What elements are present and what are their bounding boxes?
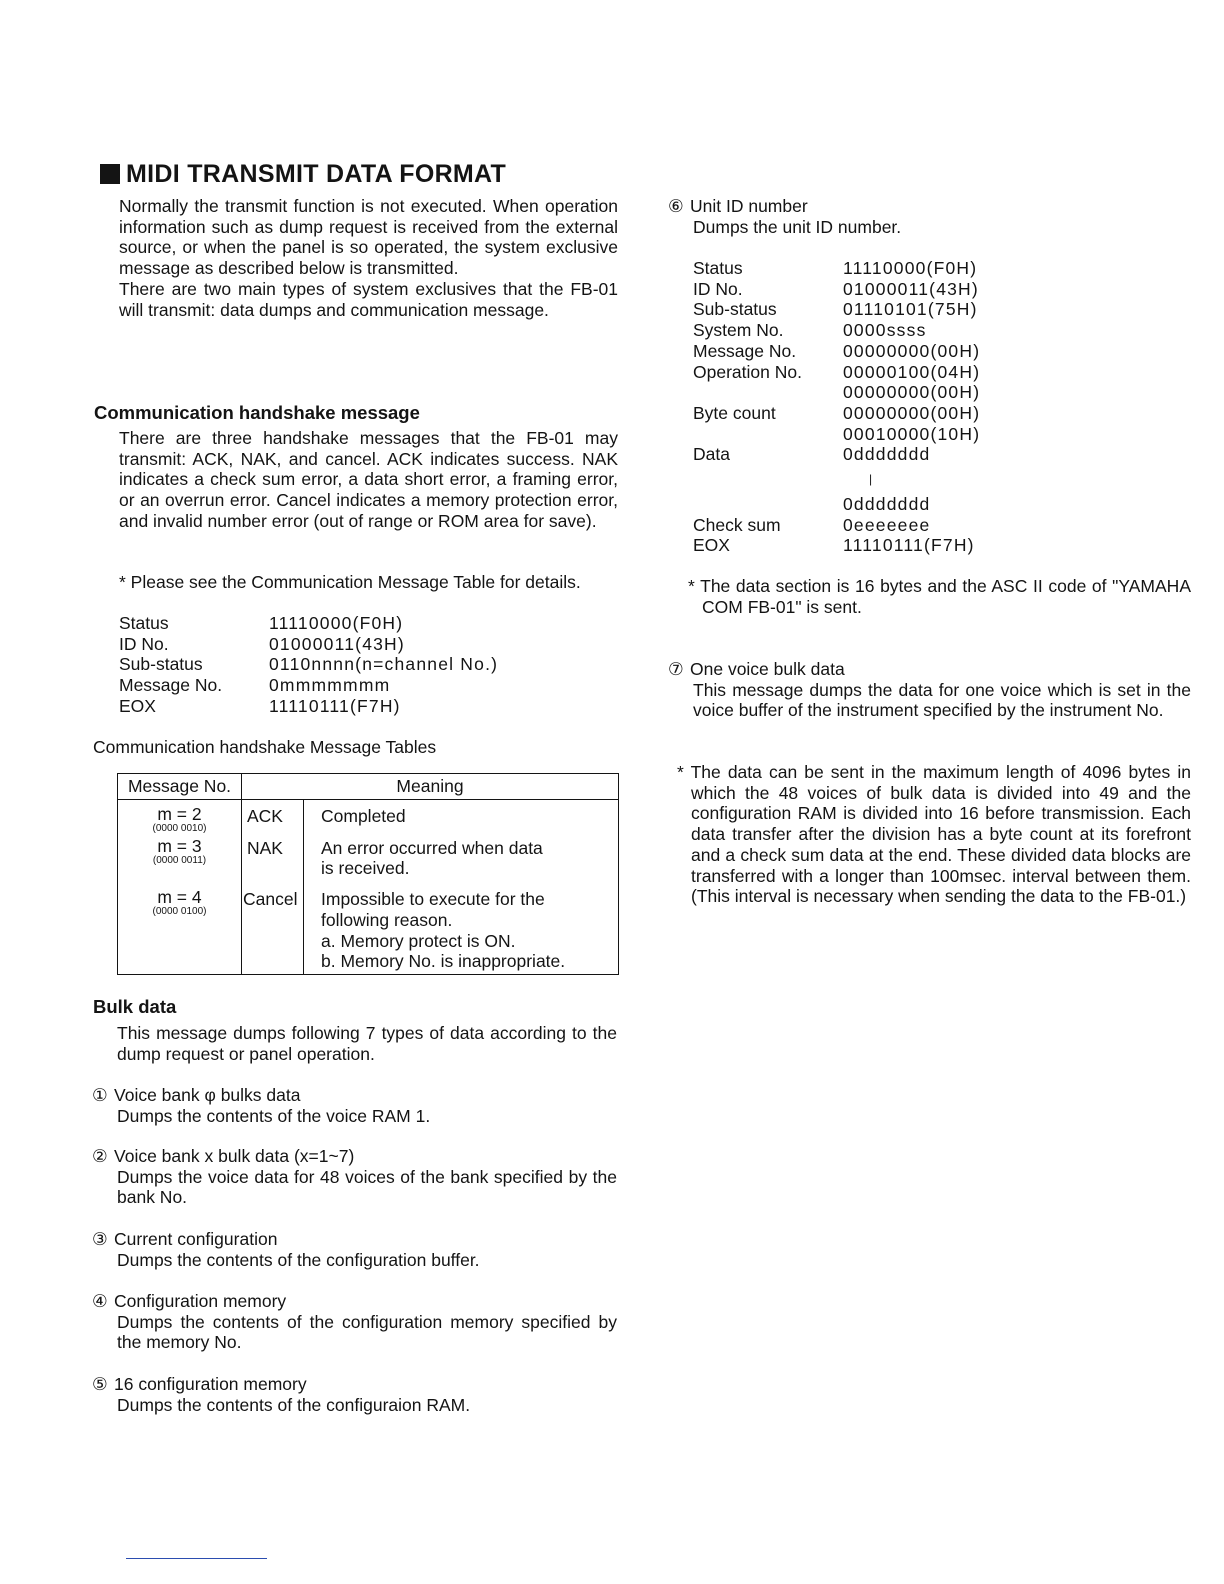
bulk-item <box>92 1229 617 1270</box>
field-key: Byte count <box>693 402 776 423</box>
meaning-cell: Impossible to execute for the following reason. a. Memory protect is ON. b. Memory No. is inappropriate. <box>304 881 619 974</box>
field-key <box>693 382 843 403</box>
field-value: 0mmmmmmm <box>269 675 391 696</box>
meaning-cell: Completed <box>304 799 619 836</box>
bulk-item <box>92 1146 617 1208</box>
handshake-heading: Communication handshake message <box>94 402 420 423</box>
field-value: 00000100(04H) <box>843 361 981 382</box>
circled-number: ⑦ <box>668 659 684 679</box>
handshake-fields <box>119 613 498 717</box>
bulk-item-title: Voice bank x bulk data (x=1~7) <box>114 1146 355 1166</box>
intro-section <box>119 196 618 320</box>
field-key <box>693 424 843 445</box>
field-value: 00000000(00H) <box>843 382 981 403</box>
field-key: System No. <box>693 320 784 341</box>
circled-number: ⑤ <box>92 1374 108 1394</box>
field-key: Operation No. <box>693 361 802 382</box>
message-code-cell: NAK <box>242 836 304 881</box>
field-key: ID No. <box>693 278 743 299</box>
circled-number: ① <box>92 1085 108 1105</box>
field-value: 01110101(75H) <box>843 299 978 320</box>
bulk-item-desc: Dumps the contents of the configuration memory specified by the memory No. <box>117 1311 617 1353</box>
unit-id-fields <box>693 258 980 556</box>
table-header: Message No. <box>118 774 242 800</box>
bulk-item <box>92 1374 617 1415</box>
message-number-cell: m = 4 (0000 0100) <box>118 881 242 974</box>
field-value: 11110111(F7H) <box>843 535 975 556</box>
one-voice-note: * The data can be sent in the maximum length of 4096 bytes in which the 48 voices of bulk data is divided into 49 and the configuration RAM is divided into 16 before transmission. Each data transfer after the division has a byte count at its forefront and a check sum data at the end. These divided data blocks are transferred with a longer than 100msec. interval between them. (This interval is necessary when sending the data to the FB-01.) <box>677 762 1191 907</box>
circled-number: ④ <box>92 1291 108 1311</box>
intro-paragraph: There are two main types of system exclusives that the FB-01 will transmit: data dumps and communication message. <box>119 278 618 320</box>
unit-id-title: Unit ID number <box>690 196 808 216</box>
field-value: 0110nnnn(n=channel No.) <box>269 654 499 675</box>
field-value: 01000011(43H) <box>269 633 405 654</box>
message-code-cell: ACK <box>242 799 304 836</box>
one-voice-section <box>668 659 1191 721</box>
unit-id-section <box>668 196 1191 237</box>
square-bullet-icon <box>100 164 120 184</box>
bulk-item-title: 16 configuration memory <box>114 1374 307 1394</box>
bulk-item-desc: Dumps the contents of the configuration buffer. <box>117 1249 480 1270</box>
field-key: EOX <box>693 535 730 556</box>
circled-number: ③ <box>92 1229 108 1249</box>
page-title: MIDI TRANSMIT DATA FORMAT <box>100 160 506 188</box>
field-value: 11110111(F7H) <box>269 695 401 716</box>
circled-number: ⑥ <box>668 196 684 216</box>
field-key <box>693 494 843 515</box>
table-header-row <box>118 774 619 800</box>
field-value: | <box>869 472 874 487</box>
field-value: 11110000(F0H) <box>843 258 978 278</box>
one-voice-desc: This message dumps the data for one voice which is set in the voice buffer of the instrument specified by the instrument No. <box>693 679 1191 721</box>
field-value: 0ddddddd <box>843 494 931 515</box>
field-value: 0eeeeeee <box>843 514 931 535</box>
bulk-item-title: Voice bank φ bulks data <box>114 1085 301 1105</box>
intro-paragraph: Normally the transmit function is not executed. When operation information such as dump request is received from the external source, or when the panel is so operated, the system exclusive message as described below is transmitted. <box>119 196 618 279</box>
table-title: Communication handshake Message Tables <box>93 737 437 757</box>
field-key: Check sum <box>693 514 781 535</box>
message-code-cell: Cancel <box>242 881 304 974</box>
table-row <box>118 836 619 881</box>
bulk-item-desc: Dumps the voice data for 48 voices of the bank specified by the bank No. <box>117 1166 617 1208</box>
handshake-body: There are three handshake messages that the FB-01 may transmit: ACK, NAK, and cancel. ACK indicates success. NAK indicates a check sum error, a data short error, a framing error, or an overrun error. Cancel indicates a memory protection error, and invalid number error (out of range or ROM area for save). <box>119 428 618 531</box>
divider <box>126 1558 267 1559</box>
bulk-item-desc: Dumps the contents of the voice RAM 1. <box>117 1105 431 1126</box>
bulk-heading: Bulk data <box>93 996 177 1017</box>
field-key: Sub-status <box>119 654 203 675</box>
field-value: 0000ssss <box>843 320 927 341</box>
bulk-item <box>92 1085 617 1126</box>
message-table <box>117 773 619 975</box>
one-voice-title: One voice bulk data <box>690 659 845 679</box>
bulk-body: This message dumps following 7 types of data according to the dump request or panel operation. <box>117 1023 617 1064</box>
table-header: Meaning <box>242 774 619 800</box>
field-value: 0ddddddd <box>843 444 931 465</box>
field-key: Status <box>119 613 169 633</box>
handshake-note: * Please see the Communication Message Table for details. <box>119 572 581 592</box>
circled-number: ② <box>92 1146 108 1166</box>
bulk-item-title: Current configuration <box>114 1229 278 1249</box>
field-key <box>693 465 843 494</box>
field-value: 00000000(00H) <box>843 340 981 361</box>
field-key: Message No. <box>119 675 223 696</box>
field-key: Sub-status <box>693 299 777 320</box>
bulk-item-desc: Dumps the contents of the configuraion RAM. <box>117 1394 471 1415</box>
bulk-item-title: Configuration memory <box>114 1291 287 1311</box>
bulk-item <box>92 1291 617 1353</box>
field-value: 01000011(43H) <box>843 278 979 299</box>
message-number-cell: m = 2 (0000 0010) <box>118 799 242 836</box>
table-row <box>118 881 619 974</box>
meaning-cell: An error occurred when data is received. <box>304 836 619 881</box>
field-key: Message No. <box>693 340 797 361</box>
field-key: Data <box>693 444 730 465</box>
unit-id-note: * The data section is 16 bytes and the ASC II code of "YAMAHA COM FB-01" is sent. <box>688 576 1191 617</box>
message-number-cell: m = 3 (0000 0011) <box>118 836 242 881</box>
field-key: ID No. <box>119 633 169 654</box>
table-row <box>118 799 619 836</box>
field-value: 00000000(00H) <box>843 402 981 423</box>
field-value: 00010000(10H) <box>843 423 981 444</box>
unit-id-desc: Dumps the unit ID number. <box>693 216 902 237</box>
field-value: 11110000(F0H) <box>269 613 404 633</box>
field-key: Status <box>693 258 743 278</box>
field-key: EOX <box>119 695 156 716</box>
